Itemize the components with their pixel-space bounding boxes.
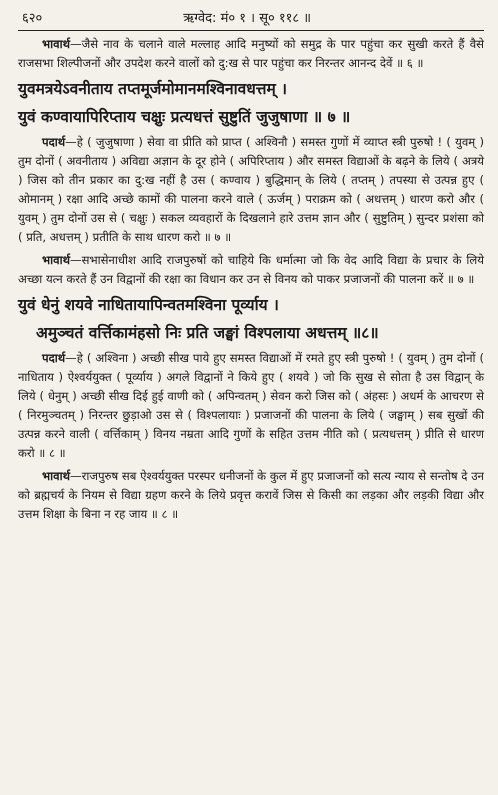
bhavartha-7: भावार्थ—सभासेनाधीश आदि राजपुरुषों को चाहिये कि धर्मात्मा जो कि वेद आदि विद्या के प्रचार के लिये अच्छा यत्न करते हैं उन विद्वानों की रक्षा का विधान कर उन से विनय को पाकर प्रजाजनों की पालना करें ॥ ७ ॥ [18, 253, 484, 286]
mantra-8-line-2: अमुञ्चतं वर्त्तिकामंहसो निः प्रति जङ्घां विश्पलाया अधत्तम् ॥८॥ [36, 324, 379, 342]
mantra-8-line-1: युवं धेनुं शयवे नाधितायापिन्वतमश्विना पूर्व्याय । [18, 296, 279, 314]
padartha-8: पदार्थ—हे ( अश्विना ) अच्छी सीख पाये हुए समस्त विद्याओं में रमते हुए स्त्री पुरुषो ! ( युवम् ) तुम दोनों ( नाधिताय ) ऐश्वर्ययुक्त ( पूर्व्याय ) अगले विद्वानों ने किये हुए ( शयवे ) जो कि सुख से सोता है उस विद्वान् के लिये ( धेनुम् ) अच्छी सीख दिई हुई वाणी को ( अपिन्वतम् ) सेवन करो जिस को ( अंहसः ) अधर्म के आचरण से ( निरमुञ्चतम् ) निरन्तर छुड़ाओ उस से ( विश्पलायाः ) प्रजाजनों की पालना के लिये ( जङ्घाम् ) सब सुखों की उत्पन्न करने वाली ( वर्त्तिकाम् ) विनय नम्रता आदि गुणों के सहित उत्तम नीति को ( प्रत्यधत्तम् ) प्रीति से धारण करो ॥ ८ ॥ [18, 351, 484, 460]
padartha-7: पदार्थ—हे ( जुजुषाणा ) सेवा वा प्रीति को प्राप्त ( अश्विनौ ) समस्त गुणों में व्याप्त स्त्री पुरुषो ! ( युवम् ) तुम दोनों ( अवनीताय ) अविद्या अज्ञान के दूर होने ( अपिरिप्ताय ) और समस्त विद्याओं के बढ़ने के लिये ( अत्रये ) जिस को तीन प्रकार का दु:ख नहीं है उस ( कण्वाय ) बुद्धिमान् के लिये ( तप्तम् ) तपस्या से उत्पन्न हुए ( ओमानम् ) रक्षा आदि अच्छे कामों की पालना करने वाले ( ऊर्जम् ) पराक्रम को ( अधत्तम् ) धारण करो और ( युवम् ) तुम दोनों उस से ( चक्षुः ) सकल व्यवहारों के दिखलाने हारे उत्तम ज्ञान और ( सुष्टुतिम् ) सुन्दर प्रशंसा को ( प्रति, अधत्तम् ) प्रतीति के साथ धारण करो ॥ ७ ॥ [18, 135, 484, 244]
bhavartha-6: भावार्थ—जैसे नाव के चलाने वाले मल्लाह आदि मनुष्यों को समुद्र के पार पहुंचा कर सुखी करते हैं वैसे राजसभा शिल्पीजनों और उपदेश करने वालों को दु:ख से पार पहुंचा कर निरन्तर आनन्द देवें ॥ ६ ॥ [18, 37, 484, 70]
page-title: ऋग्वेद: मं० १ । सू० ११८ ॥ [183, 11, 312, 26]
document-page [18, 6, 484, 524]
page-number: ६२० [22, 11, 43, 26]
mantra-7-line-1: युवमत्रयेऽवनीताय तप्तमूर्जमोमानमश्विनावधत्तम् । [18, 80, 288, 98]
bhavartha-8: भावार्थ—राजपुरुष सब ऐश्वर्ययुक्त परस्पर धनीजनों के कुल में हुए प्रजाजनों को सत्य न्याय से सन्तोष दे उन को ब्रह्मचर्य के नियम से विद्या ग्रहण करने के लिये प्रवृत्त करावें जिस से किसी का लड़का और लड़की विद्या और उत्तम शिक्षा के बिना न रह जाय ॥ ८ ॥ [18, 469, 484, 521]
page-header [18, 6, 484, 31]
mantra-7-line-2: युवं कण्वायापिरिप्ताय चक्षुः प्रत्यधत्तं सुष्टुतिं जुजुषाणा ॥ ७ ॥ [18, 108, 351, 126]
